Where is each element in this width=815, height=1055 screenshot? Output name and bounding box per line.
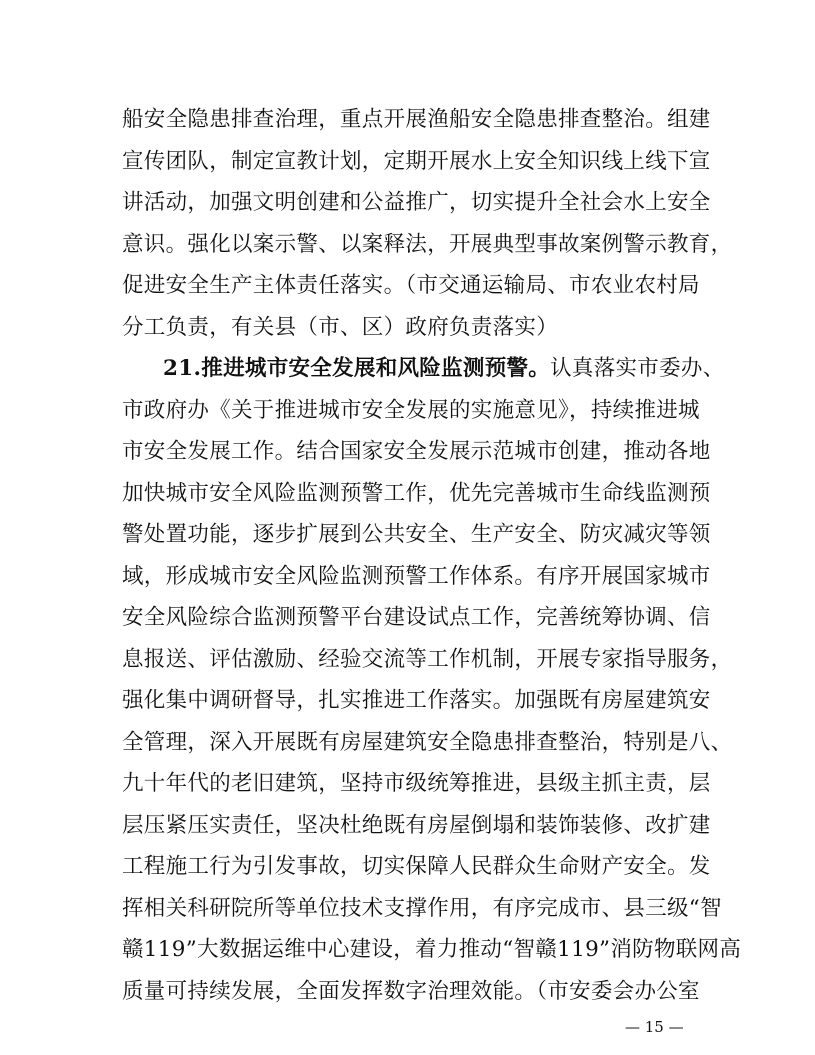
section-21-line: 域，形成城市安全风险监测预警工作体系。有序开展国家城市: [122, 563, 711, 589]
paragraph-line: 宣传团队，制定宣教计划，定期开展水上安全知识线上线下宣: [122, 148, 711, 174]
section-21-first-line: [163, 349, 725, 389]
section-21-line: 赣119”大数据运维中心建设，着力推动“智赣119”消防物联网高: [122, 937, 742, 962]
section-21-line: 安全风险综合监测预警平台建设试点工作，完善统筹协调、信: [122, 605, 711, 630]
section-21-line: 息报送、评估激励、经验交流等工作机制，开展专家指导服务，: [122, 646, 733, 672]
section-21-line: 挥相关科研院所等单位技术支撑作用，有序完成市、县三级“智: [122, 895, 722, 921]
section-21-line: 全管理，深入开展既有房屋建筑安全隐患排查整治，特别是八、: [122, 729, 733, 755]
paragraph-line: 船安全隐患排查治理，重点开展渔船安全隐患排查整治。组建: [122, 107, 711, 132]
paragraph-line: 意识。强化以案示警、以案释法，开展典型事故案例警示教育，: [122, 231, 733, 257]
section-21-heading: 21.推进城市安全发展和风险监测预警。: [163, 356, 551, 381]
page-number: — 15 —: [625, 1018, 684, 1036]
section-21-line: 加快城市安全风险监测预警工作，优先完善城市生命线监测预: [122, 480, 711, 506]
paragraph-line: 分工负责，有关县（市、区）政府负责落实）: [122, 314, 559, 340]
section-21-line: 层压紧压实责任，坚决杜绝既有房屋倒塌和装饰装修、改扩建: [122, 812, 711, 838]
section-21-line: 九十年代的老旧建筑，坚持市级统筹推进，县级主抓主责，层: [122, 771, 711, 796]
section-21-first-line-rest: 认真落实市委办、: [550, 356, 725, 381]
section-21-line: 工程施工行为引发事故，切实保障人民群众生命财产安全。发: [122, 854, 711, 879]
paragraph-line: 讲活动，加强文明创建和公益推广，切实提升全社会水上安全: [122, 190, 711, 215]
paragraph-line: 促进安全生产主体责任落实。（市交通运输局、市农业农村局: [122, 273, 700, 298]
section-21-line: 警处置功能，逐步扩展到公共安全、生产安全、防灾减灾等领: [122, 522, 711, 547]
section-21-line: 强化集中调研督导，扎实推进工作落实。加强既有房屋建筑安: [122, 688, 711, 713]
section-21-line: 市安全发展工作。结合国家安全发展示范城市创建，推动各地: [122, 439, 711, 464]
section-21-line: 质量可持续发展，全面发挥数字治理效能。（市安委会办公室: [122, 978, 700, 1004]
section-21-line: 市政府办《关于推进城市安全发展的实施意见》，持续推进城: [122, 397, 700, 423]
